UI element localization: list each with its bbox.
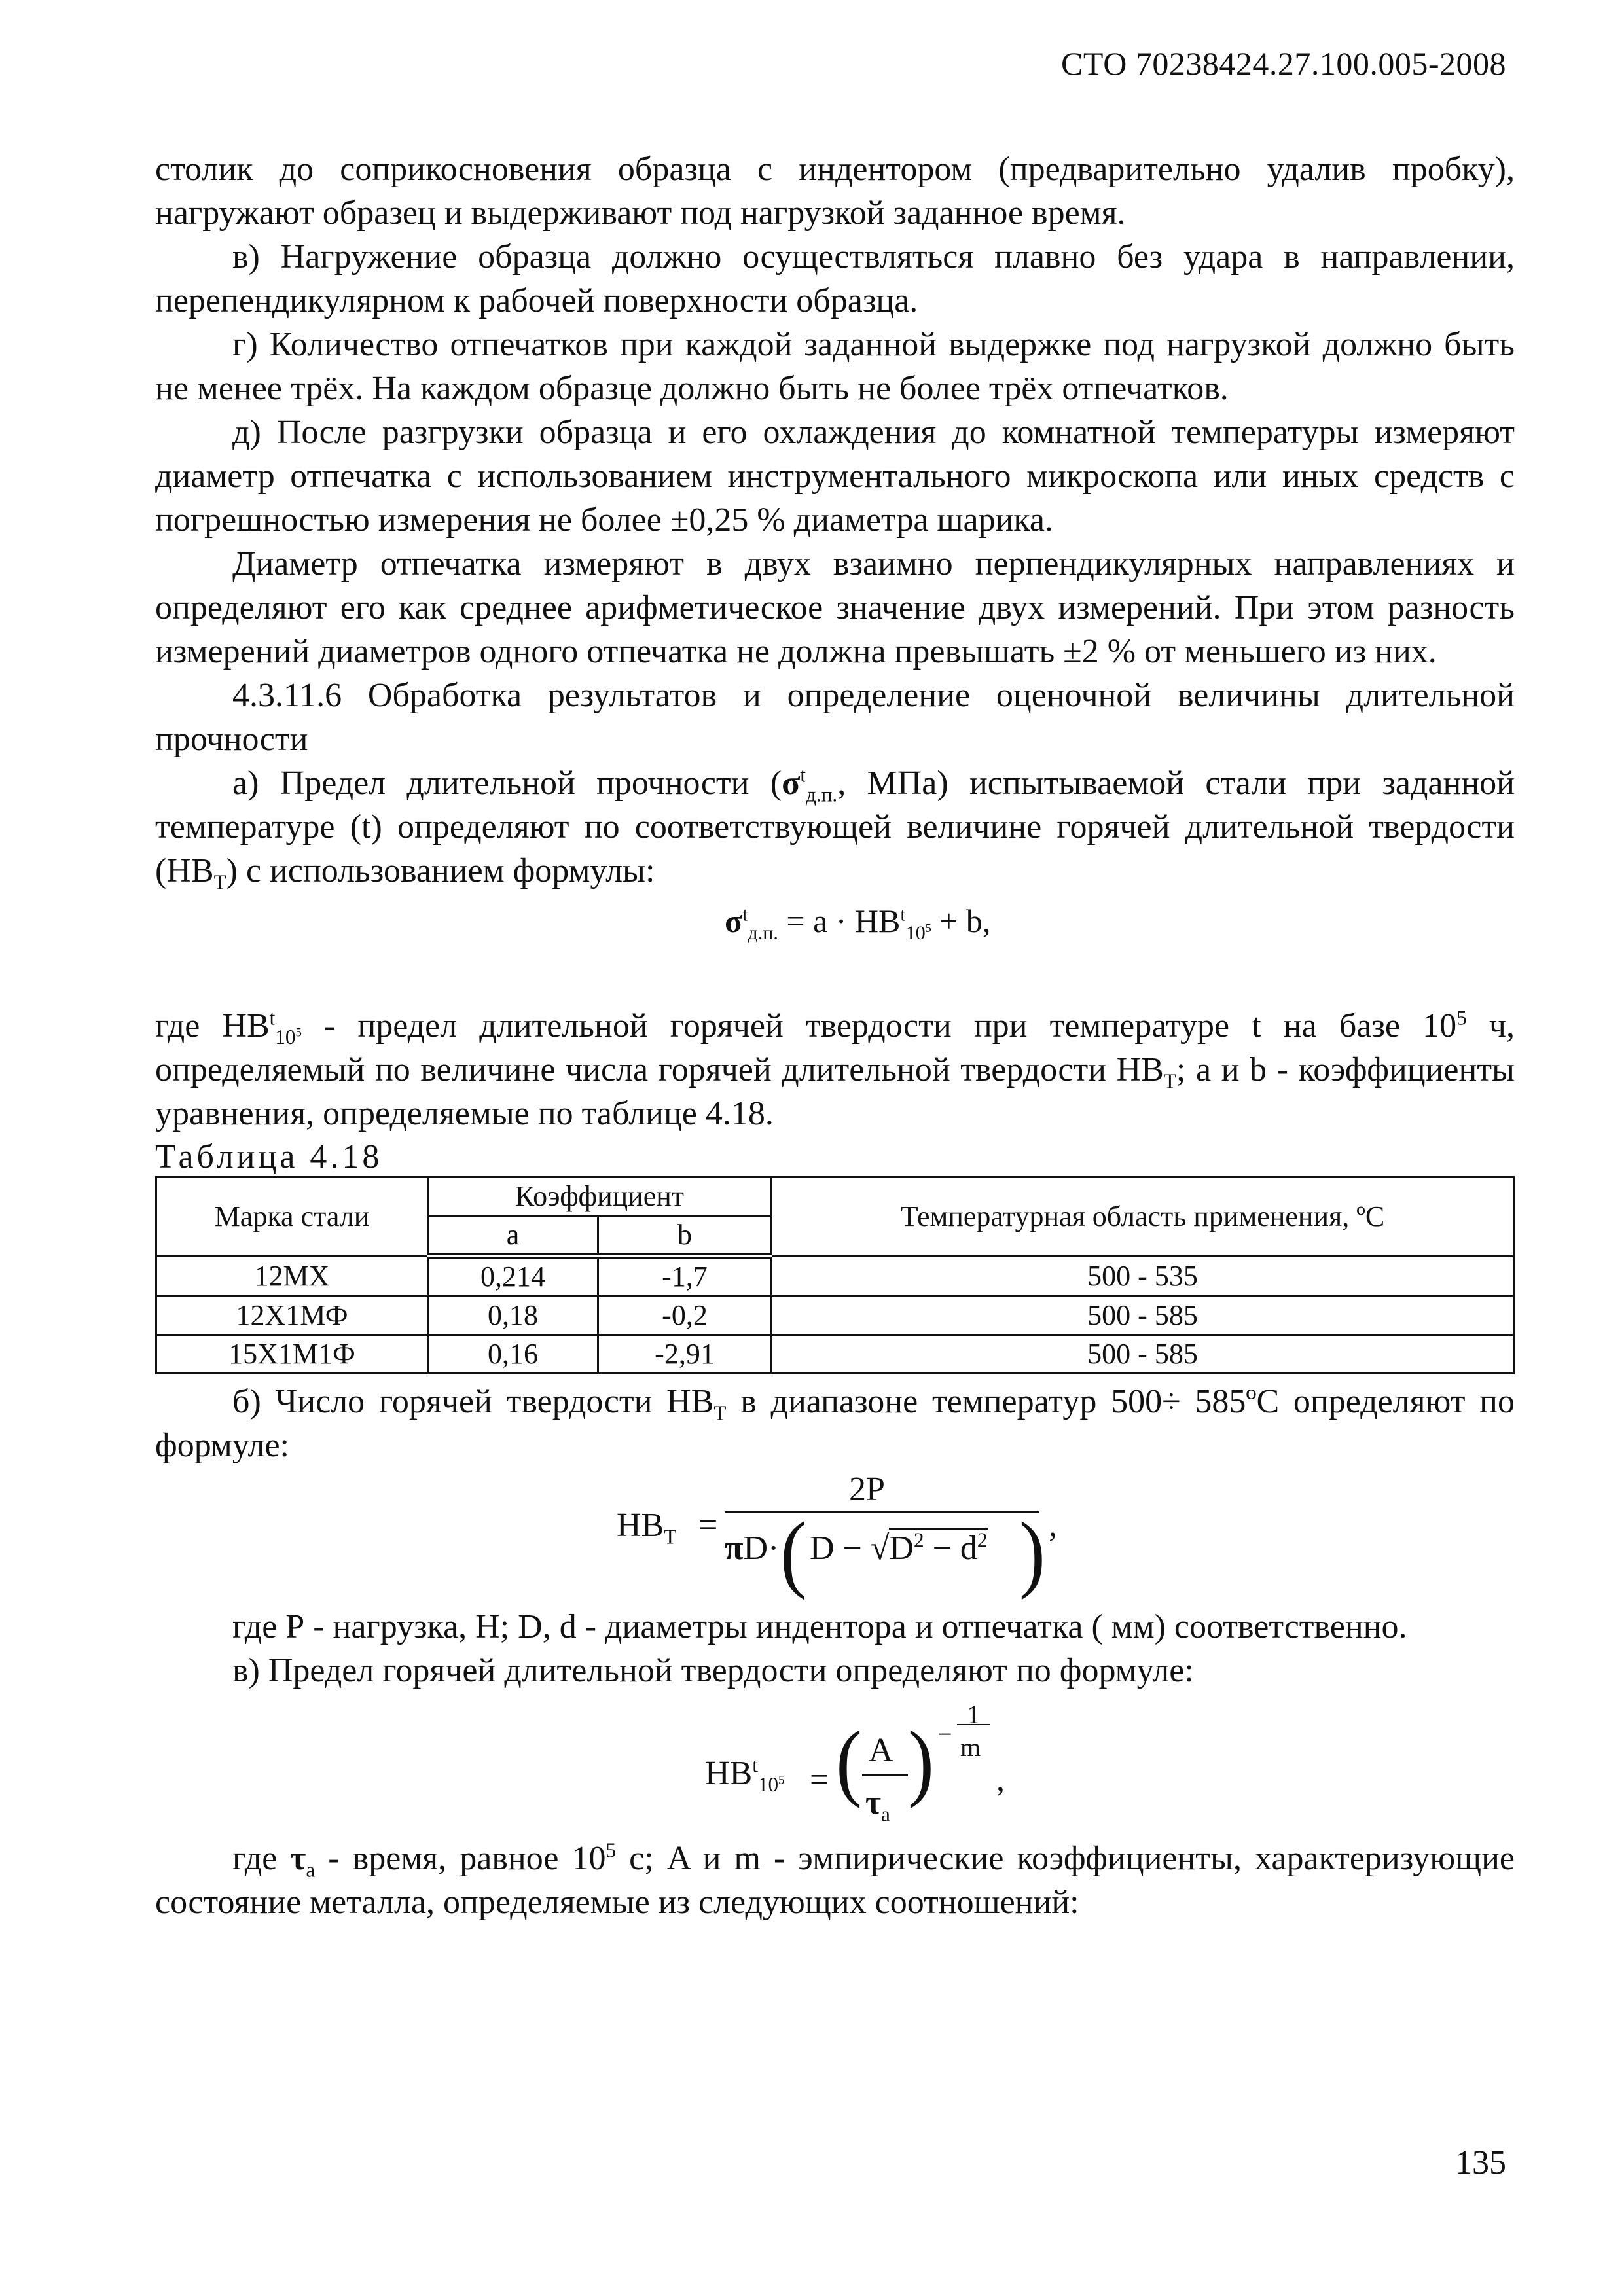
col-header-b: b: [598, 1216, 772, 1257]
table-row: 12Х1МФ 0,18 -0,2 500 - 585: [156, 1297, 1514, 1335]
paragraph: столик до соприкосновения образца с индентором (предварительно удалив пробку), нагружают образец и выдерживают под нагрузкой заданное время.: [155, 151, 1515, 232]
paragraph: б) Число горячей твердости $HB_Т$ в диапазоне температур 500÷ 585ºС определяют по формуле:: [155, 1383, 1515, 1464]
paragraph: в) Предел горячей длительной твердости определяют по формуле:: [232, 1652, 1194, 1689]
paragraph: г) Количество отпечатков при каждой заданной выдержке под нагрузкой должно быть не менее трёх. На каждом образце должно быть не более трёх отпечатков.: [155, 326, 1515, 407]
formula-hardness: $HB_Т$ = 2P πD· ( $D - √D^2 - d^2$ ) ,: [617, 1471, 1057, 1600]
col-header-range: Температурная область применения, ºС: [772, 1177, 1514, 1257]
page-content: [155, 147, 1515, 1924]
document-code: СТО 70238424.27.100.005-2008: [1061, 45, 1506, 82]
paragraph: д) После разгрузки образца и его охлаждения до комнатной температуры измеряют диаметр отпечатка с использованием инструментального микроскопа или иных средств с погрешностью измерения не более ±0,25 % диаметра шарика.: [155, 414, 1515, 539]
sigma-symbol: σ: [782, 764, 801, 802]
table-row: 12МХ 0,214 -1,7 500 - 535: [156, 1256, 1514, 1297]
table-title: Таблица 4.18: [155, 1138, 383, 1175]
formula-strength: $\sigma^t_{д.п.} = a \cdot HB^t_{10^5} + b$,: [725, 903, 991, 944]
paragraph: где $HB^t_{10^5}$ - предел длительной горячей твердости при температуре t на базе $10^5$ ч, определяемый по величине числа горячей длительной твердости $HB_Т$; a и b - коэффициенты уравнения, определяемые по таблице 4.18.: [155, 1006, 1515, 1132]
paragraph: Диаметр отпечатка измеряют в двух взаимно перпендикулярных направлениях и определяют его как среднее арифметическое значение двух измерений. При этом разность измерений диаметров одного отпечатка не должна превышать ±2 % от меньшего из них.: [155, 545, 1515, 670]
coefficients-table: [155, 1176, 1515, 1374]
col-header-a: a: [428, 1216, 598, 1257]
section-heading: 4.3.11.6 Обработка результатов и определение оценочной величины длительной прочности: [155, 677, 1515, 758]
paragraph: где Р - нагрузка, Н; D, d - диаметры индентора и отпечатка ( мм) соответственно.: [232, 1608, 1407, 1645]
paragraph: в) Нагружение образца должно осуществляться плавно без удара в направлении, перепендикулярном к рабочей поверхности образца.: [155, 238, 1515, 319]
page-number: 135: [1455, 2144, 1506, 2181]
formula-hot-hardness: $HB^t_{10^5}$ = ( A $\tau_a$ ) − 1 m ,: [705, 1700, 1005, 1826]
paragraph: где $\tau_a$ - время, равное $10^5$ с; A и m - эмпирические коэффициенты, характеризующие состояние металла, определяемые из следующих соотношений:: [155, 1839, 1515, 1921]
col-header-grade: Марка стали: [156, 1177, 428, 1257]
table-row: 15Х1М1Ф 0,16 -2,91 500 - 585: [156, 1335, 1514, 1374]
col-header-coef: Коэффициент: [428, 1177, 772, 1216]
paragraph: а) Предел длительной прочности ($\sigma^t_{д.п.}$, МПа) испытываемой стали при заданной температуре (t) определяют по соответствующей величине горячей длительной твердости $(HB_Т)$ с использованием формулы:: [155, 763, 1515, 894]
